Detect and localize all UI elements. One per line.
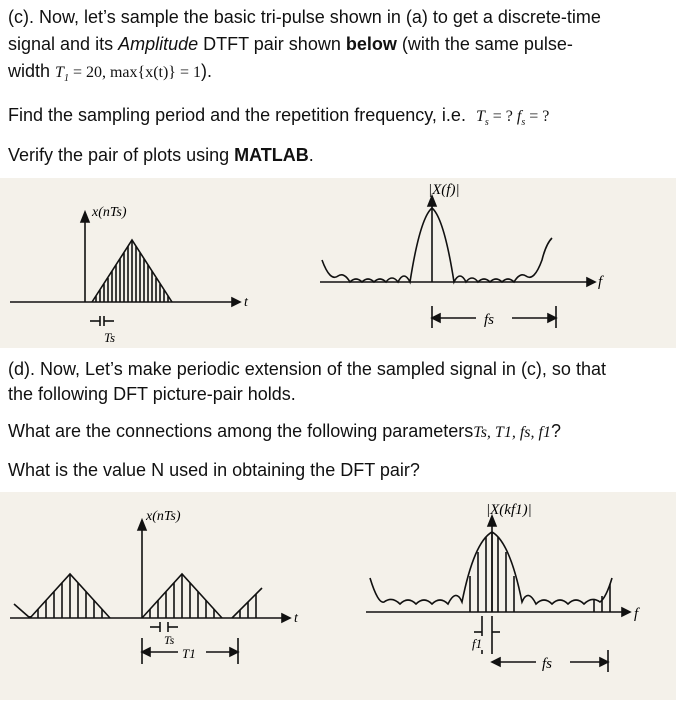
t1-label: T1 — [182, 646, 196, 661]
right-plot-label: |X(kf1)| — [486, 502, 532, 518]
time-axis-arrow-icon — [232, 298, 240, 306]
ts-marker — [150, 622, 178, 632]
text: Find the sampling period and the repetition frequency, i.e. — [8, 105, 466, 125]
part-d-question-2: What is the value N used in obtaining the DFT pair? — [8, 460, 420, 480]
text: DTFT pair shown — [198, 34, 346, 54]
text: ? — [550, 421, 561, 441]
text: What are the connections among the following parameters — [8, 421, 474, 441]
text: ). — [201, 61, 213, 81]
amplitude-axis-arrow-icon — [138, 520, 146, 530]
ts-marker — [90, 316, 114, 326]
matlab-word: MATLAB — [234, 145, 309, 165]
figure-dft-pair — [0, 492, 676, 700]
f1-label: f1 — [472, 636, 483, 651]
math-eq: = ? — [488, 108, 517, 125]
right-axis-label: f — [634, 606, 639, 622]
frequency-axis-arrow-icon — [587, 278, 595, 286]
math-sub: s — [521, 117, 526, 129]
periodic-triangles — [14, 574, 262, 618]
math-ts — [475, 108, 489, 129]
math-expression: = 20, max{x(t)} = 1 — [68, 64, 202, 81]
part-c-line-1: (c). Now, let’s sample the basic tri-pulse shown in (a) to get a discrete-time — [8, 7, 601, 27]
left-plot-label: x(nTs) — [92, 205, 127, 220]
math-var: f — [516, 108, 522, 125]
figure-sampled-pair — [0, 178, 676, 348]
spectrum-envelope — [370, 532, 612, 604]
ts-label: Ts — [164, 633, 175, 647]
right-plot-label: |X(f)| — [428, 182, 460, 198]
left-axis-label: t — [244, 295, 248, 310]
text: width — [8, 61, 51, 81]
math-parameters: Ts, T1, fs, f1 — [473, 424, 551, 441]
right-axis-label: f — [598, 274, 603, 290]
part-d-line-2: the following DFT picture-pair holds. — [8, 384, 296, 404]
math-t1 — [55, 64, 69, 85]
sample-stems — [96, 240, 168, 302]
math-eq: = ? — [525, 108, 550, 125]
text: signal and its — [8, 34, 119, 54]
left-plot-label: x(nTs) — [146, 509, 181, 524]
part-d-question-1 — [8, 418, 561, 446]
math-var: T — [55, 64, 64, 81]
text: (with the same pulse- — [396, 34, 573, 54]
math-var: T — [475, 108, 485, 125]
ts-label: Ts — [104, 330, 116, 345]
fs-label: fs — [484, 312, 495, 328]
text: . — [308, 145, 314, 165]
amplitude-axis-arrow-icon — [81, 212, 89, 222]
part-d-line-1: (d). Now, Let’s make periodic extension of the sampled signal in (c), so that — [8, 359, 606, 379]
time-axis-arrow-icon — [282, 614, 290, 622]
math-fs — [516, 108, 526, 129]
amplitude-word: Amplitude — [118, 34, 199, 54]
part-c-question — [8, 102, 549, 136]
figure-2-svg — [0, 492, 676, 700]
left-axis-label: t — [294, 611, 298, 626]
part-c-verify — [8, 142, 314, 169]
part-c-line-2 — [8, 31, 573, 58]
frequency-axis-arrow-icon — [622, 608, 630, 616]
fs-label: fs — [542, 656, 553, 672]
below-word: below — [345, 34, 397, 54]
math-sub: 1 — [63, 73, 69, 85]
math-sub: s — [484, 117, 489, 129]
spectrum-curve — [322, 208, 552, 282]
text: Verify the pair of plots using — [8, 145, 235, 165]
figure-1-svg — [0, 178, 676, 348]
part-c-line-3 — [8, 58, 212, 92]
